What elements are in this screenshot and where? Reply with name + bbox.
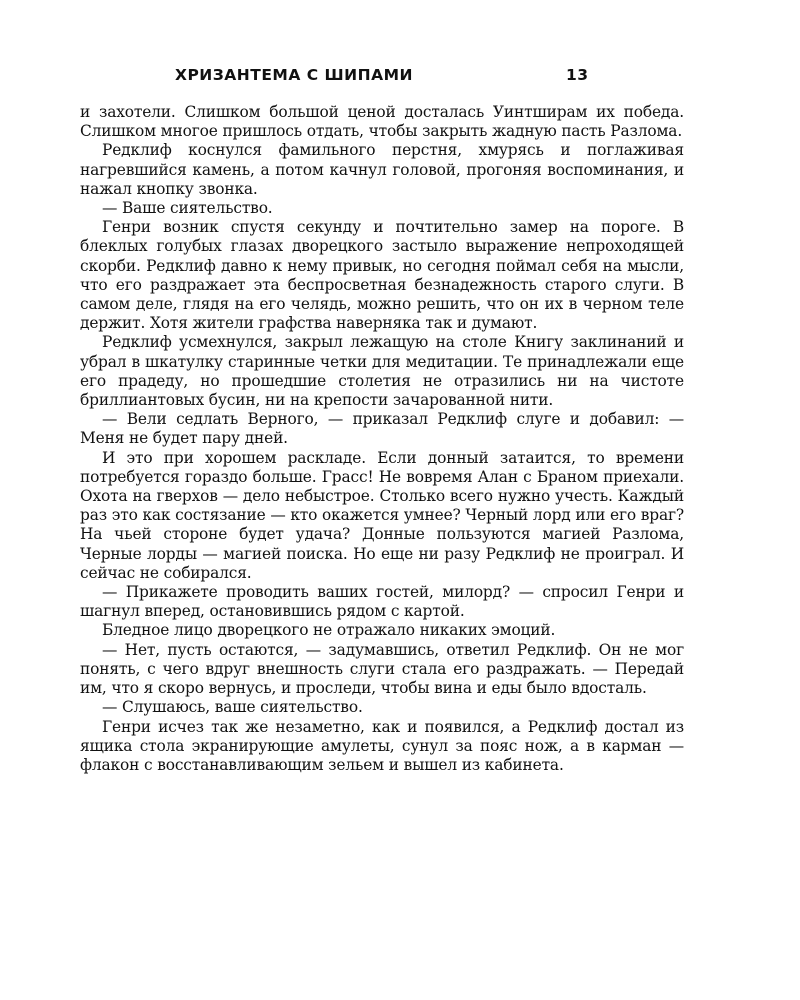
- paragraph: и захотели. Слишком большой ценой досталась Уинтширам их победа. Слишком многое пришлось отдать, чтобы закрыть жадную пасть Разлома.: [80, 103, 684, 141]
- paragraph: И это при хорошем раскладе. Если донный затаится, то времени потребуется гораздо больше. Грасс! Не вовремя Алан с Браном приехали. Охота на гверхов — дело небыстрое. Столько всего нужно учесть. Каждый раз это как состязание — кто окажется умнее? Черный лорд или его враг? На чьей стороне будет удача? Донные пользуются магией Разлома, Черные лорды — магией поиска. Но еще ни разу Редклиф не проиграл. И сейчас не собирался.: [80, 448, 684, 582]
- paragraph: Редклиф усмехнулся, закрыл лежащую на столе Книгу заклинаний и убрал в шкатулку старинные четки для медитации. Те принадлежали еще его прадеду, но прошедшие столетия не отразились ни на чистоте бриллиантовых бусин, ни на крепости зачарованной нити.: [80, 333, 684, 410]
- paragraph: — Ваше сиятельство.: [102, 199, 273, 218]
- paragraph: Генри исчез так же незаметно, как и появился, а Редклиф достал из ящика стола экранирующие амулеты, сунул за пояс нож, а в карман — флакон с восстанавливающим зельем и вышел из кабинета.: [80, 717, 684, 774]
- paragraph: — Слушаюсь, ваше сиятельство.: [102, 698, 363, 717]
- paragraph: Генри возник спустя секунду и почтительно замер на пороге. В блеклых голубых глазах дворецкого застыло выражение непроходящей скорби. Редклиф давно к нему привык, но сегодня поймал себя на мысли, что его раздражает эта беспросветная безнадежность старого слуги. В самом деле, глядя на его челядь, можно решить, что он их в черном теле держит. Хотя жители графства наверняка так и думают.: [80, 218, 684, 333]
- running-header: [80, 66, 720, 90]
- paragraph: Бледное лицо дворецкого не отражало никаких эмоций.: [102, 621, 556, 640]
- body-text: [80, 103, 684, 775]
- paragraph: — Нет, пусть остаются, — задумавшись, ответил Редклиф. Он не мог понять, с чего вдруг внешность слуги стала его раздражать. — Передай им, что я скоро вернусь, и проследи, чтобы вина и еды было вдосталь.: [80, 640, 684, 698]
- paragraph: — Вели седлать Верного, — приказал Редклиф слуге и добавил: — Меня не будет пару дней.: [80, 410, 684, 448]
- running-title: ХРИЗАНТЕМА С ШИПАМИ: [175, 66, 413, 84]
- paragraph: Редклиф коснулся фамильного перстня, хмурясь и поглаживая нагревшийся камень, а потом качнул головой, прогоняя воспоминания, и нажал кнопку звонка.: [80, 141, 684, 198]
- paragraph: — Прикажете проводить ваших гостей, милорд? — спросил Генри и шагнул вперед, остановившись рядом с картой.: [80, 583, 684, 621]
- page-number: 13: [566, 66, 589, 84]
